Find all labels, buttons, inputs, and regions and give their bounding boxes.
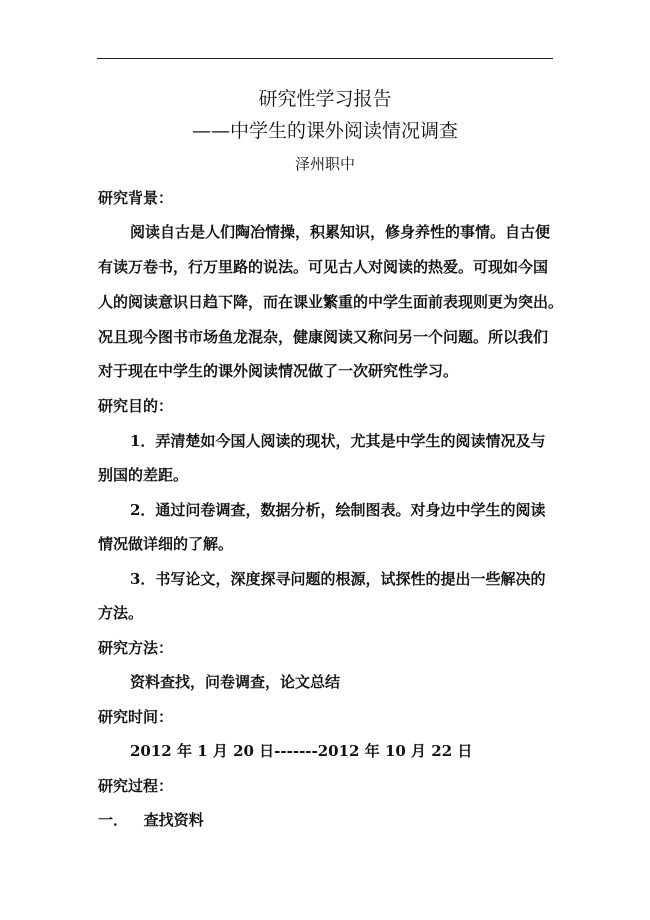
purpose-item-1: 1．弄清楚如今国人阅读的现状，尤其是中学生的阅读情况及与 (130, 432, 546, 450)
background-line: 对于现在中学生的课外阅读情况做了一次研究性学习。 (98, 362, 459, 380)
background-line: 人的阅读意识日趋下降，而在课业繁重的中学生面前表现则更为突出。 (98, 293, 564, 311)
method-heading: 研究方法： (98, 639, 174, 657)
background-heading: 研究背景： (98, 189, 174, 207)
time-heading: 研究时间： (98, 708, 174, 726)
purpose-heading: 研究目的： (98, 397, 174, 415)
purpose-item-1-cont: 别国的差距。 (98, 466, 189, 484)
report-title: 研究性学习报告 (258, 88, 392, 110)
header-rule (97, 58, 553, 59)
report-subtitle: ——中学生的课外阅读情况调查 (191, 120, 458, 142)
time-text: 2012 年 1 月 20 日-------2012 年 10 月 22 日 (130, 742, 473, 760)
background-line: 有读万卷书，行万里路的说法。可见古人对阅读的热爱。可现如今国 (98, 258, 549, 276)
report-author: 泽州职中 (294, 155, 355, 173)
purpose-item-3: 3．书写论文，深度探寻问题的根源，试探性的提出一些解决的 (130, 570, 546, 588)
background-line: 况且现今图书市场鱼龙混杂，健康阅读又称问另一个问题。所以我们 (98, 328, 549, 346)
process-step-1: 一． 查找资料 (98, 811, 204, 829)
purpose-item-2-cont: 情况做详细的了解。 (98, 535, 234, 553)
process-heading: 研究过程： (98, 777, 174, 795)
purpose-item-2: 2．通过问卷调查，数据分析，绘制图表。对身边中学生的阅读 (130, 501, 546, 519)
purpose-item-3-cont: 方法。 (98, 604, 144, 622)
background-line: 阅读自古是人们陶冶情操，积累知识，修身养性的事情。自古便 (130, 223, 551, 241)
method-text: 资料查找，问卷调查，论文总结 (130, 673, 341, 691)
